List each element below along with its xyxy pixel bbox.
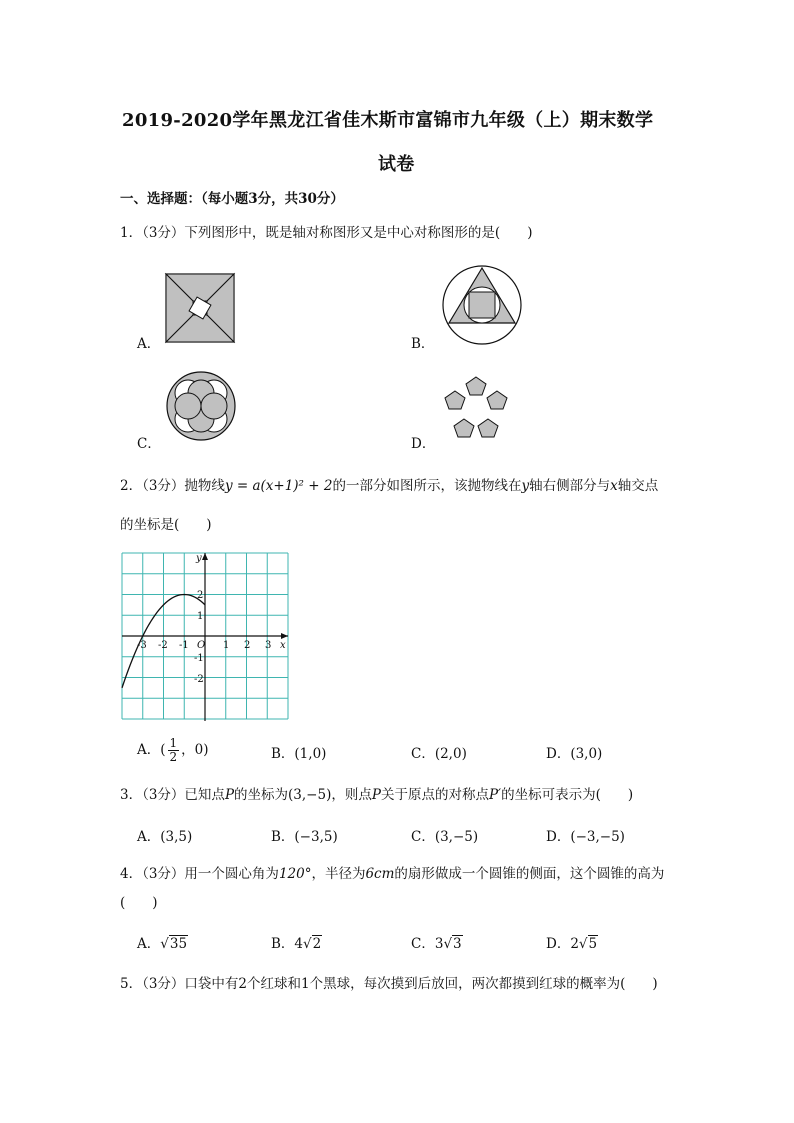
q4-option-c-label: C．	[411, 936, 435, 952]
q1-option-c-label: C．	[137, 436, 161, 452]
q2-option-a	[137, 737, 209, 764]
q2-option-a-prefix: A．(	[137, 742, 166, 758]
q4-option-c: C．3√3	[411, 936, 462, 952]
q2-var-y: y	[521, 478, 530, 494]
y-axis-label: y	[196, 553, 202, 564]
q4-stem-c: 的扇形做成一个圆锥的侧面，这个圆锥的高为	[394, 866, 665, 882]
q2-option-a-suffix: ，0)	[181, 742, 209, 758]
q3-stem-a: 3．（3分）已知点	[120, 787, 225, 803]
fraction	[168, 737, 180, 764]
q3-option-b: B．(−3,5)	[271, 829, 338, 845]
q3-point-p: P	[224, 787, 235, 803]
radicand: 3	[453, 936, 462, 952]
page-title: 2019-2020学年黑龙江省佳木斯市富锦市九年级（上）期末数学	[122, 110, 654, 131]
x-tick-label: -1	[179, 640, 189, 651]
q1-option-b-label: B．	[411, 336, 435, 352]
y-tick-label: 2	[197, 590, 204, 601]
q3-point-p-prime: P′	[488, 787, 502, 803]
coefficient: 3	[434, 936, 444, 952]
q4-option-a-label: A．	[137, 936, 161, 952]
y-tick-label: 1	[197, 611, 204, 622]
radicand: 2	[312, 936, 322, 952]
q2-stem-end: 轴交点	[617, 478, 659, 494]
q3-option-a: A．(3,5)	[137, 829, 193, 845]
question-2-stem	[120, 474, 658, 494]
q3-stem-d: 的坐标可表示为( )	[501, 787, 634, 803]
q3-stem-b: 的坐标为(3,−5)，则点	[234, 787, 372, 803]
q4-option-b: B．4√2	[271, 936, 322, 952]
question-2-stem-line2: 的坐标是( )	[120, 517, 212, 533]
page-title-line2: 试卷	[378, 154, 415, 175]
x-tick-label: -2	[158, 640, 168, 651]
coefficient: 4	[294, 936, 304, 952]
radicand: 5	[588, 936, 598, 952]
q1-figure-c	[166, 371, 236, 441]
q3-stem-c: 关于原点的对称点	[380, 787, 489, 803]
y-tick-label: -1	[194, 653, 204, 664]
q1-option-d-label: D．	[411, 436, 436, 452]
y-tick-label: -2	[194, 674, 204, 685]
q3-option-d: D．(−3,−5)	[546, 829, 625, 845]
fraction-numerator: 1	[169, 736, 178, 750]
question-3-stem	[120, 783, 633, 803]
x-tick-label: -3	[137, 640, 147, 651]
q1-figure-b	[441, 264, 523, 346]
q2-option-b: B．(1,0)	[271, 746, 327, 762]
q3-option-c: C．(3,−5)	[411, 829, 479, 845]
question-1-stem: 1．（3分）下列图形中，既是轴对称图形又是中心对称图形的是( )	[120, 225, 533, 241]
q2-var-x: x	[610, 478, 618, 494]
origin-label: O	[197, 640, 206, 651]
q2-stem-mid: 的一部分如图所示，该抛物线在	[332, 478, 522, 494]
x-tick-label: 1	[223, 640, 230, 651]
q2-option-d: D．(3,0)	[546, 746, 603, 762]
q4-option-a: A．√35	[137, 936, 188, 952]
coefficient: 2	[570, 936, 579, 952]
q4-option-b-label: B．	[271, 936, 295, 952]
q2-formula: y = a(x+1)² + 2	[224, 478, 333, 494]
q4-option-d-label: D．	[546, 936, 571, 952]
q4-stem-b: ，半径为	[311, 866, 366, 882]
q1-option-a-label: A．	[137, 336, 161, 352]
q2-graph	[122, 553, 290, 721]
q1-figure-a	[165, 273, 235, 343]
q4-stem-a: 4．（3分）用一个圆心角为	[120, 866, 279, 882]
radicand: 35	[169, 936, 188, 952]
fraction-denominator: 2	[169, 750, 178, 764]
question-4-stem	[120, 862, 664, 882]
x-tick-label: 2	[244, 640, 251, 651]
q1-figure-d	[440, 375, 512, 443]
q3-point-p: P	[371, 787, 381, 803]
q4-radius: 6cm	[365, 866, 395, 882]
q4-angle: 120°	[278, 866, 312, 882]
question-4-stem-line2: ( )	[120, 895, 158, 911]
x-axis-label: x	[280, 640, 286, 651]
q2-stem-mid2: 轴右侧部分与	[529, 478, 611, 494]
q4-option-d: D．2√5	[546, 936, 598, 952]
q2-stem-prefix: 2．（3分）抛物线	[120, 478, 225, 494]
x-tick-label: 3	[265, 640, 272, 651]
section-heading: 一、选择题：（每小题3分，共30分）	[120, 191, 344, 207]
question-5-stem: 5．（3分）口袋中有2个红球和1个黑球，每次摸到后放回，两次都摸到红球的概率为( )	[120, 976, 658, 992]
q2-option-c: C．(2,0)	[411, 746, 467, 762]
